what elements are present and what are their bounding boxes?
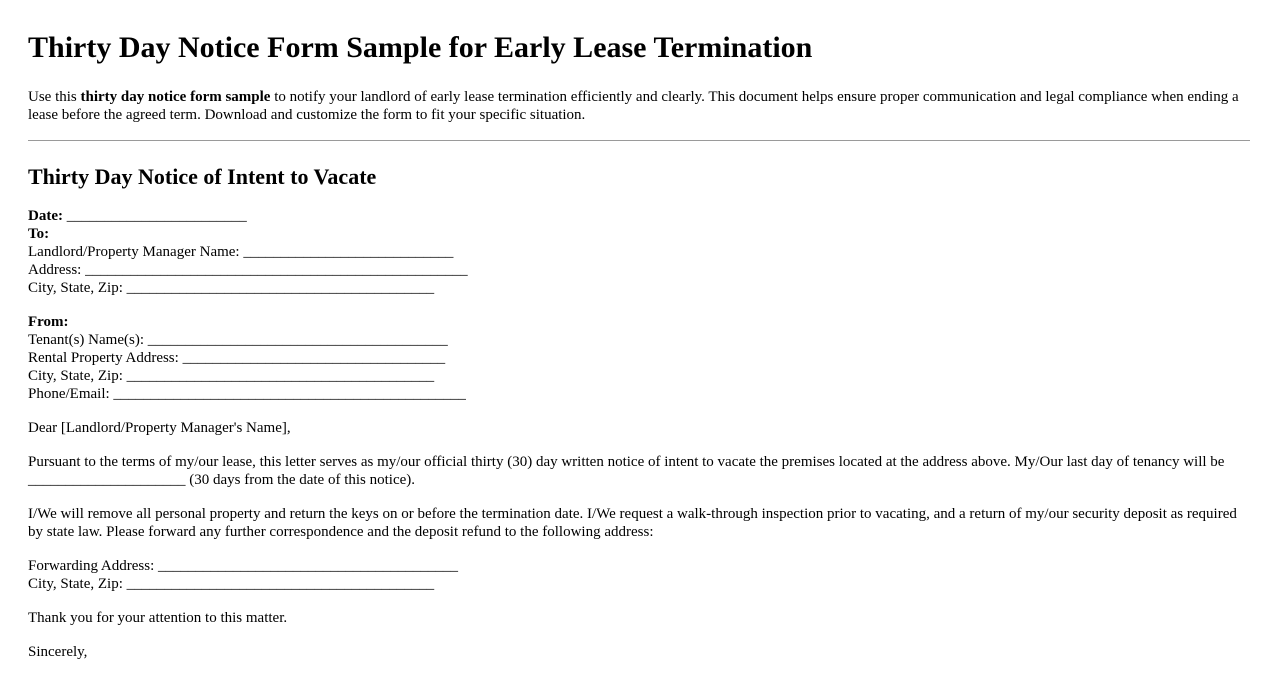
rental-address-field	[28, 349, 1250, 367]
form-title: Thirty Day Notice of Intent to Vacate	[28, 164, 377, 189]
intro-suffix: to notify your landlord of early lease termination efficiently and clearly. This document helps ensure proper communication and legal compliance when ending a lease before the agreed term. Download and customize the form to fit your specific situation.	[28, 89, 1239, 123]
field-label: Phone/Email:	[28, 386, 114, 402]
sign-off: Sincerely,	[28, 644, 88, 660]
intro-keyword: thirty day notice form sample	[80, 89, 271, 105]
document-page	[0, 30, 1278, 661]
field-label: City, State, Zip:	[28, 368, 127, 384]
tenant-city-field	[28, 367, 1250, 385]
notice-suffix: (30 days from the date of this notice).	[185, 472, 416, 488]
forwarding-city-field	[28, 575, 1250, 593]
date-blank: ________________________	[66, 208, 247, 224]
field-blank: ___________________________________	[182, 350, 446, 366]
date-field	[28, 207, 1250, 225]
field-blank: ____________________________	[243, 244, 454, 260]
field-blank: ___________________________________________________	[85, 262, 468, 278]
date-label: Date:	[28, 208, 63, 224]
intro-paragraph	[28, 88, 1250, 124]
intro-prefix: Use this	[28, 89, 81, 105]
forwarding-address-field	[28, 557, 1250, 575]
field-label: City, State, Zip:	[28, 280, 127, 296]
field-blank: ________________________________________	[147, 332, 448, 348]
tenant-name-field	[28, 331, 1250, 349]
field-blank: ________________________________________	[158, 558, 458, 574]
field-label: City, State, Zip:	[28, 576, 127, 592]
field-blank: _________________________________________	[126, 576, 435, 592]
salutation: Dear [Landlord/Property Manager's Name],	[28, 420, 291, 436]
field-label: Forwarding Address:	[28, 558, 158, 574]
notice-text: Pursuant to the terms of my/our lease, this letter serves as my/our official thirty (30) day written notice of intent to vacate the premises located at the address above. My/Our last day of tenancy will be	[28, 454, 1225, 470]
closing-thanks: Thank you for your attention to this matter.	[28, 610, 288, 626]
field-label: Rental Property Address:	[28, 350, 183, 366]
deposit-paragraph: I/We will remove all personal property and return the keys on or before the termination date. I/We request a walk-through inspection prior to vacating, and a return of my/our security deposit as required by state law. Please forward any further correspondence and the deposit refund to the following address:	[28, 506, 1237, 540]
field-blank: _______________________________________________	[113, 386, 466, 402]
notice-paragraph	[28, 453, 1250, 489]
landlord-name-field	[28, 243, 1250, 261]
field-label: Address:	[28, 262, 86, 278]
section-divider	[28, 140, 1250, 141]
from-label: From:	[28, 314, 69, 330]
from-section	[28, 313, 1250, 403]
field-label: Tenant(s) Name(s):	[28, 332, 148, 348]
field-blank: _________________________________________	[126, 368, 435, 384]
last-day-blank: _____________________	[28, 472, 186, 488]
page-title: Thirty Day Notice Form Sample for Early Lease Termination	[28, 31, 813, 64]
landlord-city-field	[28, 279, 1250, 297]
field-label: Landlord/Property Manager Name:	[28, 244, 244, 260]
landlord-address-field	[28, 261, 1250, 279]
forwarding-section	[28, 557, 1250, 593]
phone-email-field	[28, 385, 1250, 403]
to-section	[28, 207, 1250, 297]
field-blank: _________________________________________	[126, 280, 435, 296]
to-label: To:	[28, 226, 50, 242]
